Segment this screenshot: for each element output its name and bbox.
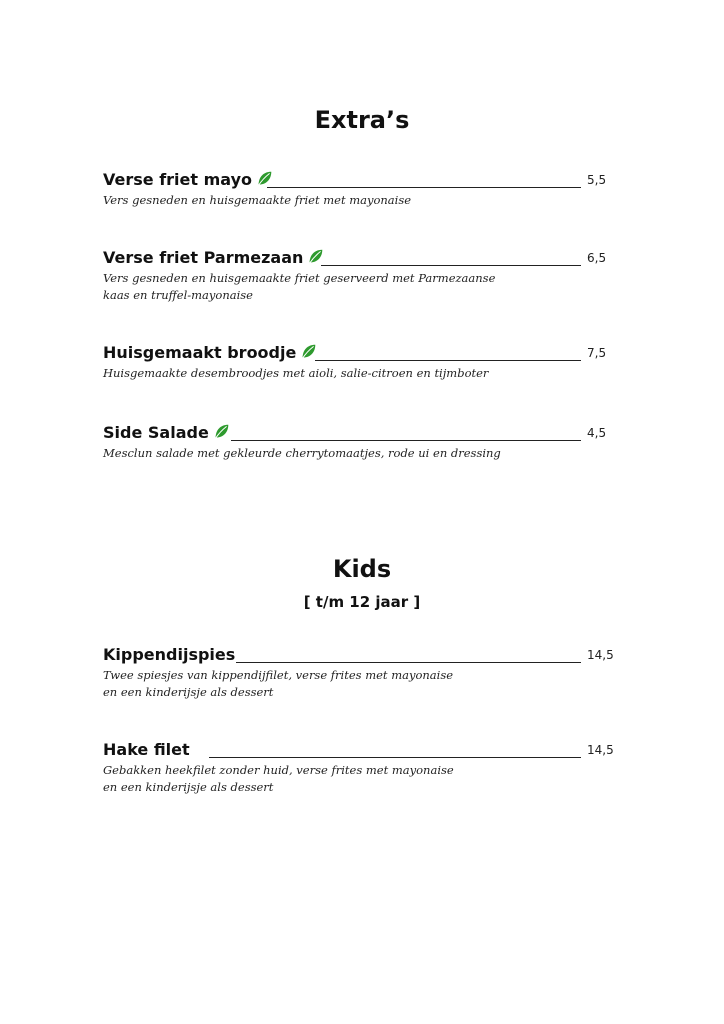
item-price: 14,5 (587, 648, 614, 662)
item-description: Twee spiesjes van kippendijfilet, verse frites met mayonaise en een kinderijsje als dessert (103, 668, 454, 699)
leaf-icon (300, 343, 317, 360)
dotted-leader (267, 187, 581, 188)
item-name: Verse friet Parmezaan (103, 248, 304, 267)
item-price: 14,5 (587, 743, 614, 757)
leaf-icon (213, 423, 230, 440)
dotted-leader (315, 360, 581, 361)
item-description: Vers gesneden en huisgemaakte friet geserveerd met Parmezaanse kaas en truffel-mayonaise (103, 271, 496, 302)
extras-title: Extra’s (314, 106, 410, 134)
menu-item (103, 248, 608, 304)
item-price: 7,5 (587, 346, 607, 360)
item-description: Huisgemaakte desembroodjes met aioli, salie-citroen en tijmboter (103, 366, 489, 380)
menu-item (103, 423, 608, 462)
item-description: Mesclun salade met gekleurde cherrytomaatjes, rode ui en dressing (103, 446, 501, 460)
item-price: 6,5 (587, 251, 607, 265)
kids-subtitle: [ t/m 12 jaar ] (303, 593, 421, 611)
item-name: Huisgemaakt broodje (103, 343, 297, 362)
dotted-leader (236, 662, 581, 663)
item-name: Verse friet mayo (103, 170, 252, 189)
item-price: 4,5 (587, 426, 607, 440)
menu-item (103, 645, 614, 701)
item-name: Hake filet (103, 740, 190, 759)
dotted-leader (321, 265, 581, 266)
menu-item (103, 170, 608, 209)
item-name: Side Salade (103, 423, 209, 442)
dotted-leader (231, 440, 581, 441)
item-name: Kippendijspies (103, 645, 236, 664)
leaf-icon (307, 248, 324, 265)
item-description: Vers gesneden en huisgemaakte friet met mayonaise (103, 193, 412, 207)
item-price: 5,5 (587, 173, 607, 187)
menu-item (103, 740, 614, 796)
dotted-leader (209, 757, 581, 758)
menu-item (103, 343, 608, 382)
item-description: Gebakken heekfilet zonder huid, verse frites met mayonaise en een kinderijsje als dessert (103, 763, 454, 794)
leaf-icon (256, 170, 273, 187)
kids-title: Kids (332, 555, 392, 583)
